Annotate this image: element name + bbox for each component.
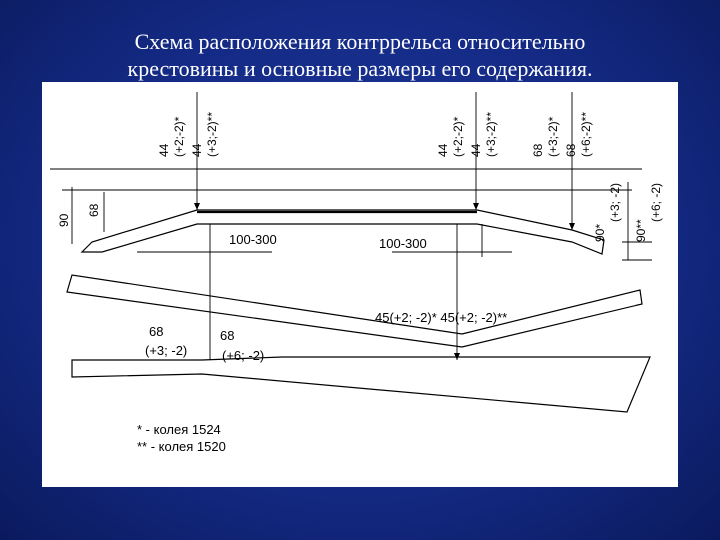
dim-left-90-label: 90	[57, 213, 71, 227]
legend-item-1: * - колея 1524	[137, 422, 221, 437]
flangeway-label: 45(+2; -2)* 45(+2; -2)**	[375, 310, 508, 325]
range-mid-label: 100-300	[379, 236, 427, 251]
dim-g2c: (+3;-2)**	[484, 111, 498, 157]
check-rail-diagram	[42, 82, 678, 487]
dim-g2a: (+2;-2)*	[451, 116, 465, 157]
dim-g1c: (+3;-2)**	[205, 111, 219, 157]
dim-right-90a: 90*	[593, 223, 607, 242]
dim-label-group-1	[157, 112, 219, 157]
frog-rail	[72, 357, 650, 412]
dim-g3c: (+6;-2)**	[579, 111, 593, 157]
dim-right-90b: 90**	[634, 219, 648, 242]
dim-g3a: (+3;-2)*	[546, 116, 560, 157]
lower-68a-label: 68	[149, 324, 164, 339]
dim-right-90a-tol: (+3; -2)	[608, 182, 622, 222]
legend-item-2: ** - колея 1520	[137, 439, 226, 454]
dim-g2b: 44	[469, 143, 483, 157]
lower-68b-label: 68	[220, 328, 235, 343]
dim-left-68-label: 68	[87, 203, 101, 217]
dim-label-group-3	[531, 112, 593, 157]
dim-right-90b-tol: (+6; -2)	[649, 182, 663, 222]
range-left-label: 100-300	[229, 232, 277, 247]
dim-g1: 44	[157, 143, 171, 157]
slide-title	[0, 28, 720, 82]
dim-g1b: 44	[190, 143, 204, 157]
lower-68b-tol: (+6; -2)	[222, 348, 265, 363]
diagram-panel	[42, 82, 678, 487]
dim-g3b: 68	[564, 143, 578, 157]
dim-g3: 68	[531, 143, 545, 157]
dim-g2: 44	[436, 143, 450, 157]
title-line-1: Схема расположения контррельса относительно	[134, 29, 586, 54]
dim-g1a: (+2;-2)*	[172, 116, 186, 157]
dim-label-group-2	[436, 112, 498, 157]
lower-68a-tol: (+3; -2)	[145, 343, 188, 358]
title-line-2: крестовины и основные размеры его содержания.	[127, 56, 593, 81]
check-rail-upper	[82, 210, 604, 254]
